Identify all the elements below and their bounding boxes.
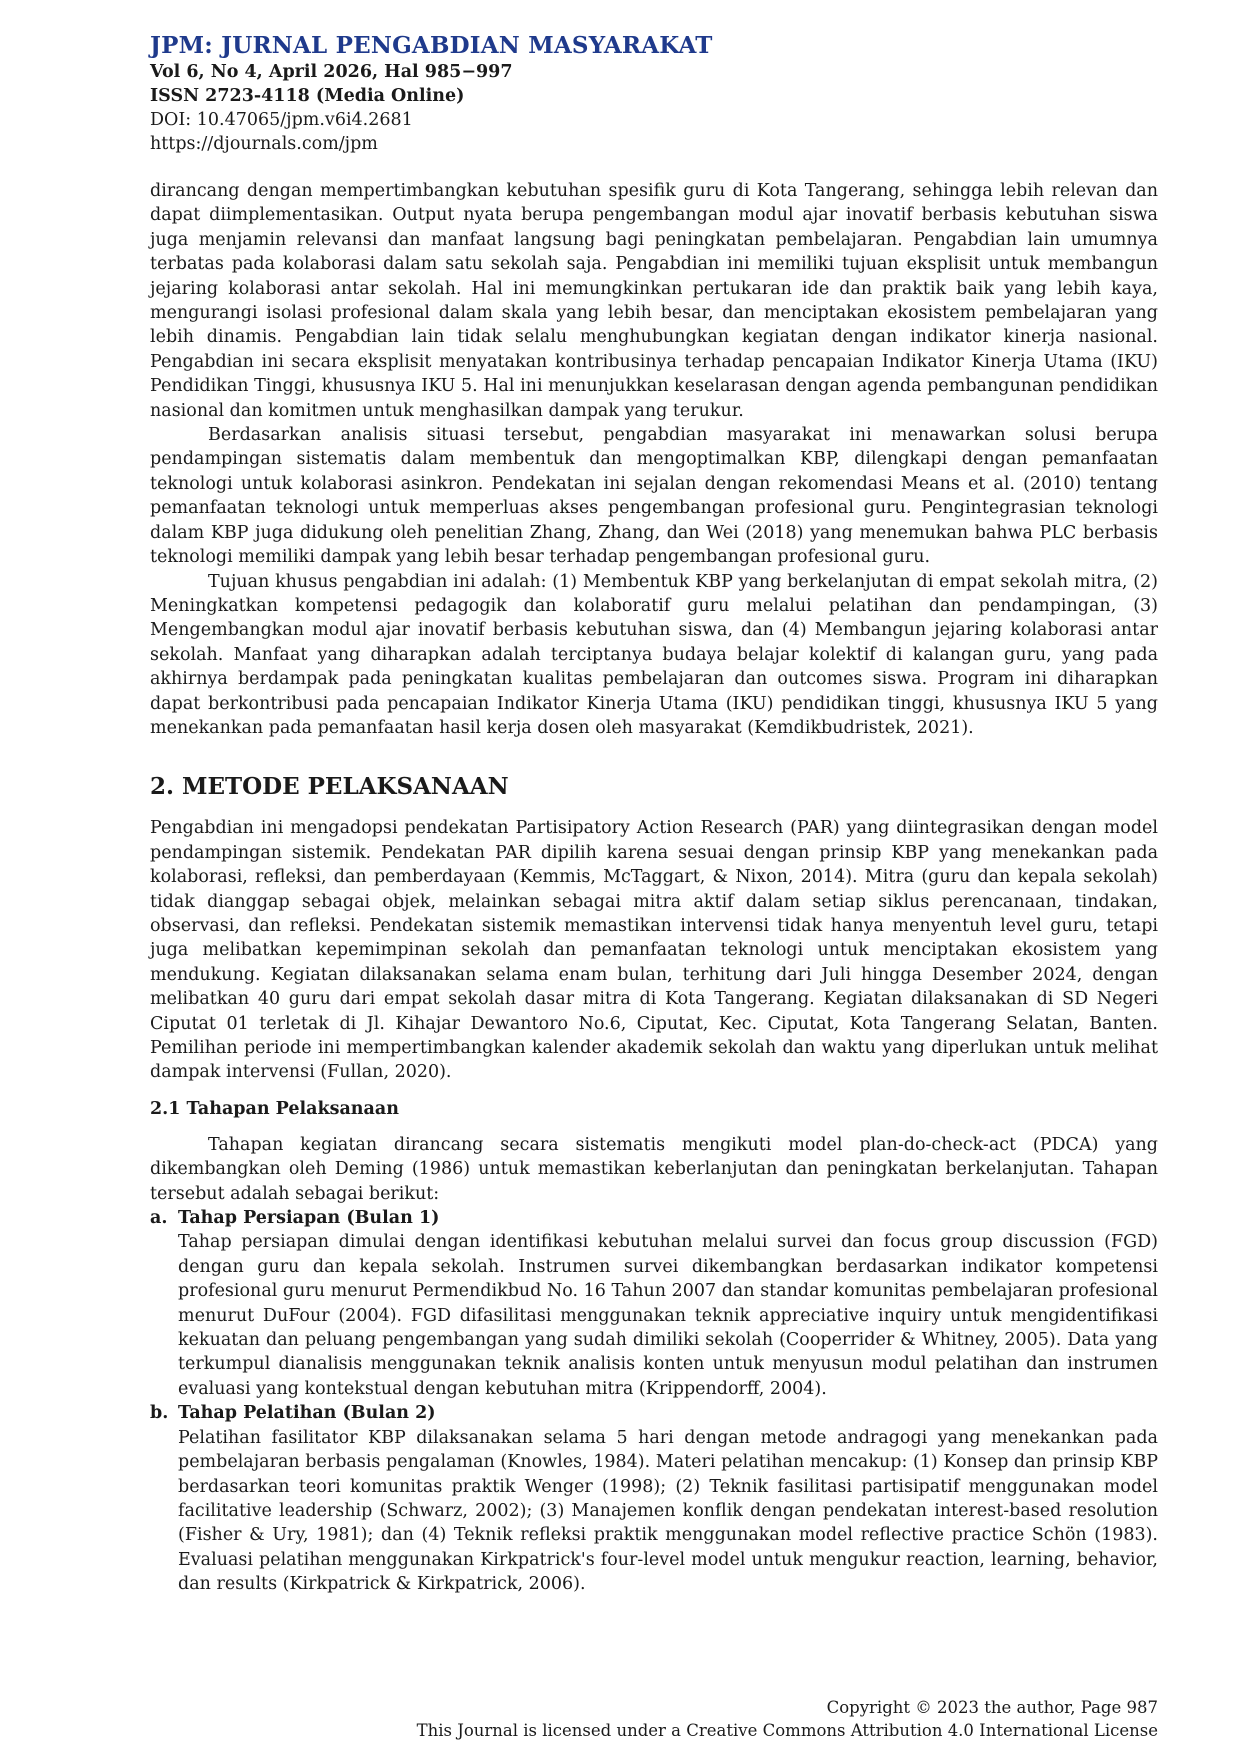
list-item — [150, 1206, 1158, 1401]
list-item-text: Tahap persiapan dimulai dengan identifikasi kebutuhan melalui survei dan focus group discussion (FGD) dengan guru dan kepala sekolah. Instrumen survei dikembangkan berdasarkan indikator kompetensi profesional guru menurut Permendikbud No. 16 Tahun 2007 dan standar komunitas pembelajaran profesional menurut DuFour (2004). FGD difasilitasi menggunakan teknik appreciative inquiry untuk mengidentifikasi kekuatan dan peluang pengembangan yang sudah dimiliki sekolah (Cooperrider & Whitney, 2005). Data yang terkumpul dianalisis menggunakan teknik analisis konten untuk menyusun modul pelatihan dan instrumen evaluasi yang kontekstual dengan kebutuhan mitra (Krippendorff, 2004). — [178, 1232, 1158, 1399]
list-marker: b. — [150, 1403, 169, 1424]
journal-volume: Vol 6, No 4, April 2026, Hal 985−997 — [150, 62, 513, 82]
journal-doi: DOI: 10.47065/jpm.v6i4.2681 — [150, 110, 413, 130]
paragraph-5: Tahapan kegiatan dirancang secara sistematis mengikuti model plan-do-check-act (PDCA) yang dikembangkan oleh Deming (1986) untuk memastikan keberlanjutan dan peningkatan berkelanjutan. Tahapan tersebut adalah sebagai berikut: — [150, 1134, 1158, 1204]
list-item-title: Tahap Persiapan (Bulan 1) — [178, 1208, 440, 1229]
list-item — [150, 1401, 1158, 1596]
paragraph-2: Berdasarkan analisis situasi tersebut, pengabdian masyarakat ini menawarkan solusi berupa pendampingan sistematis dalam membentuk dan mengoptimalkan KBP, dilengkapi dengan pemanfaatan teknologi untuk kolaborasi asinkron. Pendekatan ini sejalan dengan rekomendasi Means et al. (2010) tentang pemanfaatan teknologi untuk memperluas akses pengembangan profesional guru. Pengintegrasian teknologi dalam KBP juga didukung oleh penelitian Zhang, Zhang, dan Wei (2018) yang menemukan bahwa PLC berbasis teknologi memiliki dampak yang lebih besar terhadap pengembangan profesional guru. — [150, 425, 1158, 568]
list-item-text: Pelatihan fasilitator KBP dilaksanakan selama 5 hari dengan metode andragogi yang menekankan pada pembelajaran berbasis pengalaman (Knowles, 1984). Materi pelatihan mencakup: (1) Konsep dan prinsip KBP berdasarkan teori komunitas praktik Wenger (1998); (2) Teknik fasilitasi partisipatif menggunakan model facilitative leadership (Schwarz, 2002); (3) Manajemen konflik dengan pendekatan interest-based resolution (Fisher & Ury, 1981); dan (4) Teknik refleksi praktik menggunakan model reflective practice Schön (1983). Evaluasi pelatihan menggunakan Kirkpatrick's four-level model untuk mengukur reaction, learning, behavior, dan results (Kirkpatrick & Kirkpatrick, 2006). — [178, 1427, 1158, 1595]
stage-list — [150, 1206, 1158, 1597]
paragraph-4: Pengabdian ini mengadopsi pendekatan Partisipatory Action Research (PAR) yang diintegrasikan dengan model pendampingan sistemik. Pendekatan PAR dipilih karena sesuai dengan prinsip KBP yang menekankan pada kolaborasi, refleksi, dan pemberdayaan (Kemmis, McTaggart, & Nixon, 2014). Mitra (guru dan kepala sekolah) tidak dianggap sebagai objek, melainkan sebagai mitra aktif dalam setiap siklus perencanaan, tindakan, observasi, dan refleksi. Pendekatan sistemik memastikan intervensi tidak hanya menyentuh level guru, tetapi juga melibatkan kepemimpinan sekolah dan pemanfaatan teknologi untuk menciptakan ekosistem yang mendukung. Kegiatan dilaksanakan selama enam bulan, terhitung dari Juli hingga Desember 2024, dengan melibatkan 40 guru dari empat sekolah dasar mitra di Kota Tangerang. Kegiatan dilaksanakan di SD Negeri Ciputat 01 terletak di Jl. Kihajar Dewantoro No.6, Ciputat, Kec. Ciputat, Kota Tangerang Selatan, Banten. Pemilihan periode ini mempertimbangkan kalender akademik sekolah dan waktu yang diperlukan untuk melihat dampak intervensi (Fullan, 2020). — [150, 818, 1158, 1083]
journal-url: https://djournals.com/jpm — [150, 134, 378, 154]
list-item-title: Tahap Pelatihan (Bulan 2) — [178, 1403, 436, 1424]
footer-license: This Journal is licensed under a Creative Commons Attribution 4.0 International License — [416, 1721, 1158, 1740]
journal-title: JPM: JURNAL PENGABDIAN MASYARAKAT — [150, 32, 713, 59]
footer-copyright: Copyright © 2023 the author, Page 987 — [826, 1698, 1158, 1717]
paragraph-1: dirancang dengan mempertimbangkan kebutuhan spesifik guru di Kota Tangerang, sehingga lebih relevan dan dapat diimplementasikan. Output nyata berupa pengembangan modul ajar inovatif berbasis kebutuhan siswa juga menjamin relevansi dan manfaat langsung bagi peningkatan pembelajaran. Pengabdian lain umumnya terbatas pada kolaborasi dalam satu sekolah saja. Pengabdian ini memiliki tujuan eksplisit untuk membangun jejaring kolaborasi antar sekolah. Hal ini memungkinkan pertukaran ide dan praktik baik yang lebih kaya, mengurangi isolasi profesional dalam skala yang lebih besar, dan menciptakan ekosistem pembelajaran yang lebih dinamis. Pengabdian lain tidak selalu menghubungkan kegiatan dengan indikator kinerja nasional. Pengabdian ini secara eksplisit menyatakan kontribusinya terhadap pencapaian Indikator Kinerja Utama (IKU) Pendidikan Tinggi, khususnya IKU 5. Hal ini menunjukkan keselarasan dengan agenda pembangunan pendidikan nasional dan komitmen untuk menghasilkan dampak yang terukur. — [150, 181, 1158, 421]
journal-header — [150, 32, 1158, 156]
subsection-heading: 2.1 Tahapan Pelaksanaan — [150, 1098, 399, 1119]
page-footer — [150, 1696, 1158, 1742]
article-body — [150, 179, 1158, 1597]
list-marker: a. — [150, 1208, 168, 1229]
paragraph-3: Tujuan khusus pengabdian ini adalah: (1) Membentuk KBP yang berkelanjutan di empat sekolah mitra, (2) Meningkatkan kompetensi pedagogik dan kolaboratif guru melalui pelatihan dan pendampingan, (3) Mengembangkan modul ajar inovatif berbasis kebutuhan siswa, dan (4) Membangun jejaring kolaborasi antar sekolah. Manfaat yang diharapkan adalah terciptanya budaya belajar kolektif di kalangan guru, yang pada akhirnya berdampak pada peningkatan kualitas pembelajaran dan outcomes siswa. Program ini diharapkan dapat berkontribusi pada pencapaian Indikator Kinerja Utama (IKU) pendidikan tinggi, khususnya IKU 5 yang menekankan pada pemanfaatan hasil kerja dosen oleh masyarakat (Kemdikbudristek, 2021). — [150, 571, 1158, 738]
section-heading: 2. METODE PELAKSANAAN — [150, 773, 509, 801]
journal-issn: ISSN 2723-4118 (Media Online) — [150, 86, 465, 106]
